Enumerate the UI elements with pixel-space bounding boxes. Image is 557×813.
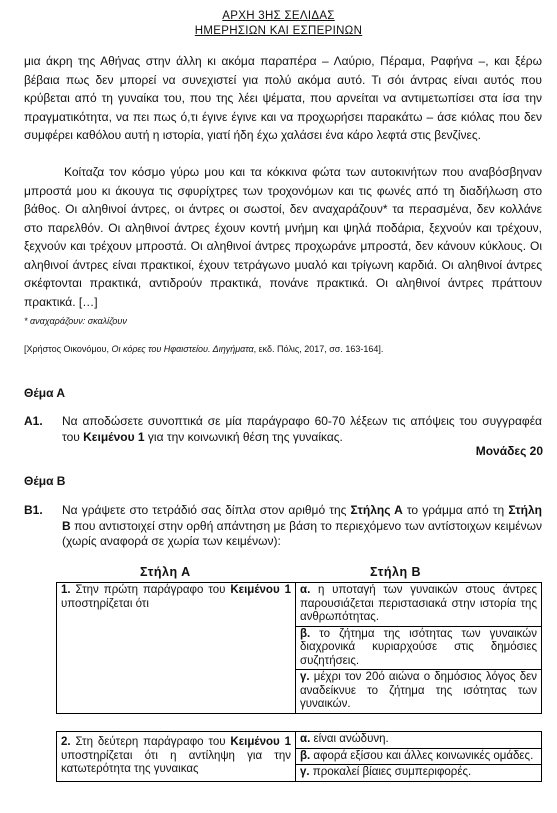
question-a1-text-emph: Κειμένου 1 (83, 429, 145, 444)
citation-author: [Χρήστος Οικονόμου, (24, 344, 112, 354)
citation-rest: , εκδ. Πόλις, 2017, σσ. 163-164]. (253, 344, 384, 354)
table2-left-text-2: υποστηρίζεται ότι η αντίληψη για την κατωτερότητα της γυναικας (61, 749, 291, 775)
table2-option-c (296, 765, 542, 782)
text-paragraph-2: Κοίταζα τον κόσμο γύρω μου και τα κόκκινα φώτα των αυτοκινήτων που αναβόσβηναν μπροστά μου κι άκουγα τις σφυρίχτρες των τροχονόμων και τις φωνές από τη διαδήλωση στο βάθος. Οι αληθινοί άντρες, οι άντρες οι σωστοί, δεν αναχαράζουν* τα περασμένα, δεν κολλάνε στο παρελθόν. Οι αληθινοί άντρες έχουν κοντή μνήμη και ψηλά ποδάρια, ξεχνούν και τρέχουν, ξεχνούν και τρέχουν μπροστά. Οι αληθινοί άντρες προχωράνε μπροστά, δεν κάνουν κύκλους. Οι αληθινοί άντρες είναι πρακτικοί, έχουν τετράγωνο μυαλό και τρίγωνη καρδιά. Οι αληθινοί άντρες σκέφτονται πρακτικά, αντιδρούν πρακτικά, πονάνε πρακτικά. Οι αληθινοί άντρες πράττουν πρακτικά. […] (24, 165, 542, 309)
theme-a-heading: Θέμα Α (24, 386, 66, 400)
page-header-top (0, 10, 557, 22)
question-a1-label: Α1. (24, 414, 43, 428)
table2-option-b (296, 748, 542, 765)
footnote: * αναχαράζουν: σκαλίζουν (24, 316, 127, 326)
page-header-line2: ΗΜΕΡΗΣΙΩΝ ΚΑΙ ΕΣΠΕΡΙΝΩΝ (194, 25, 363, 37)
table2-item-number: 2. (61, 736, 71, 748)
question-b1-label: Β1. (24, 503, 43, 517)
column-b-heading: Στήλη Β (370, 565, 422, 579)
question-b1-text (62, 503, 542, 550)
question-b1-bold-2: Στήλη Β (62, 503, 542, 533)
table1-item-number: 1. (61, 584, 71, 596)
table1-left-text-1: Στην πρώτη παράγραφο του (70, 584, 231, 596)
option-letter: β. (300, 749, 311, 762)
option-text: η υποταγή των γυναικών στους άντρες παρουσιάζεται περιστασιακά στην ιστορία της ανθρωπότητας. (300, 584, 537, 623)
option-text: προκαλεί βίαιες συμπεριφορές. (309, 766, 472, 778)
matching-table-2 (56, 731, 542, 782)
option-letter: γ. (300, 671, 310, 683)
page-header-bottom (0, 25, 557, 37)
table2-left-bold: Κειμένου 1 (230, 736, 291, 748)
option-letter: α. (300, 584, 311, 596)
question-b1-bold-1: Στήλης Α (350, 503, 403, 517)
citation-title: Οι κόρες του Ηφαιστείου. Διηγήματα (111, 344, 254, 354)
question-b1-text-2: το γράμμα από τη (402, 503, 509, 517)
option-letter: γ. (300, 766, 310, 778)
option-letter: β. (300, 627, 311, 640)
matching-table-1 (56, 582, 542, 714)
option-text: το ζήτημα της ισότητας των γυναικών διαχρονικά κυριαρχούσε στις δημόσιες συζητήσεις. (300, 627, 537, 667)
question-a1-text-end: για την κοινωνική θέση της γυναίκας. (144, 429, 343, 444)
table2-left-text-1: Στη δεύτερη παράγραφο του (70, 736, 231, 748)
question-b1-text-3: που αντιστοιχεί στην ορθή απάντηση με βάση το περιεχόμενο των αντίστοιχων κειμένων (χωρίς αναφορά σε χωρία των κειμένων): (62, 518, 542, 548)
table1-option-c (296, 670, 542, 714)
column-a-heading: Στήλη Α (140, 565, 191, 579)
option-text: είναι ανώδυνη. (310, 733, 389, 745)
table1-option-a (296, 583, 542, 627)
question-a1-text-start: Να αποδώσετε συνοπτικά σε μία παράγραφο 60-70 λέξεων τις απόψεις του συγγραφέα του (62, 414, 542, 444)
theme-b-heading: Θέμα Β (24, 474, 66, 488)
table-row (57, 583, 542, 627)
question-a1-text (62, 414, 542, 445)
page-header-line1: ΑΡΧΗ 3ΗΣ ΣΕΛΙΔΑΣ (222, 10, 335, 22)
table1-left-cell (57, 583, 296, 714)
table-row (57, 732, 542, 749)
table1-left-text-2: υποστηρίζεται ότι (61, 597, 149, 610)
text-paragraph-1: μια άκρη της Αθήνας στην άλλη κι ακόμα παραπέρα – Λαύριο, Πέραμα, Ραφήνα –, και ξέρω βέβαια πως δεν μπορεί να συνεχιστεί για πολύ ακόμα αυτό. Τι σόι άντρας είναι αυτός που κρύβεται από τη γυναίκα του, που της λέει ψέματα, που αρνείται να αντιμετωπίσει στα ίσα την πραγματικότητα, να πει πως ό,τι έγινε έγινε και να προχωρήσει παρακάτω – άσε κιόλας που δεν συμφέρει καθόλου αυτή η ιστορία, γιατί ήδη έχω χαλάσει ένα κάρο λεφτά στις βενζίνες. (24, 54, 542, 142)
table1-left-bold: Κειμένου 1 (230, 584, 291, 596)
option-text: μέχρι τον 20ό αιώνα ο δημόσιος λόγος δεν αναδείκνυε το ζήτημα της ισότητας των γυναικών. (300, 671, 537, 710)
table1-option-b (296, 626, 542, 670)
table2-left-cell (57, 732, 296, 782)
citation (24, 344, 383, 354)
option-text: αφορά εξίσου και άλλες κοινωνικές ομάδες. (310, 749, 534, 762)
question-b1-text-1: Να γράψετε στο τετράδιό σας δίπλα στον αριθμό της (62, 503, 351, 517)
marks-a1: Μονάδες 20 (475, 444, 543, 458)
option-letter: α. (300, 733, 311, 745)
table2-option-a (296, 732, 542, 749)
